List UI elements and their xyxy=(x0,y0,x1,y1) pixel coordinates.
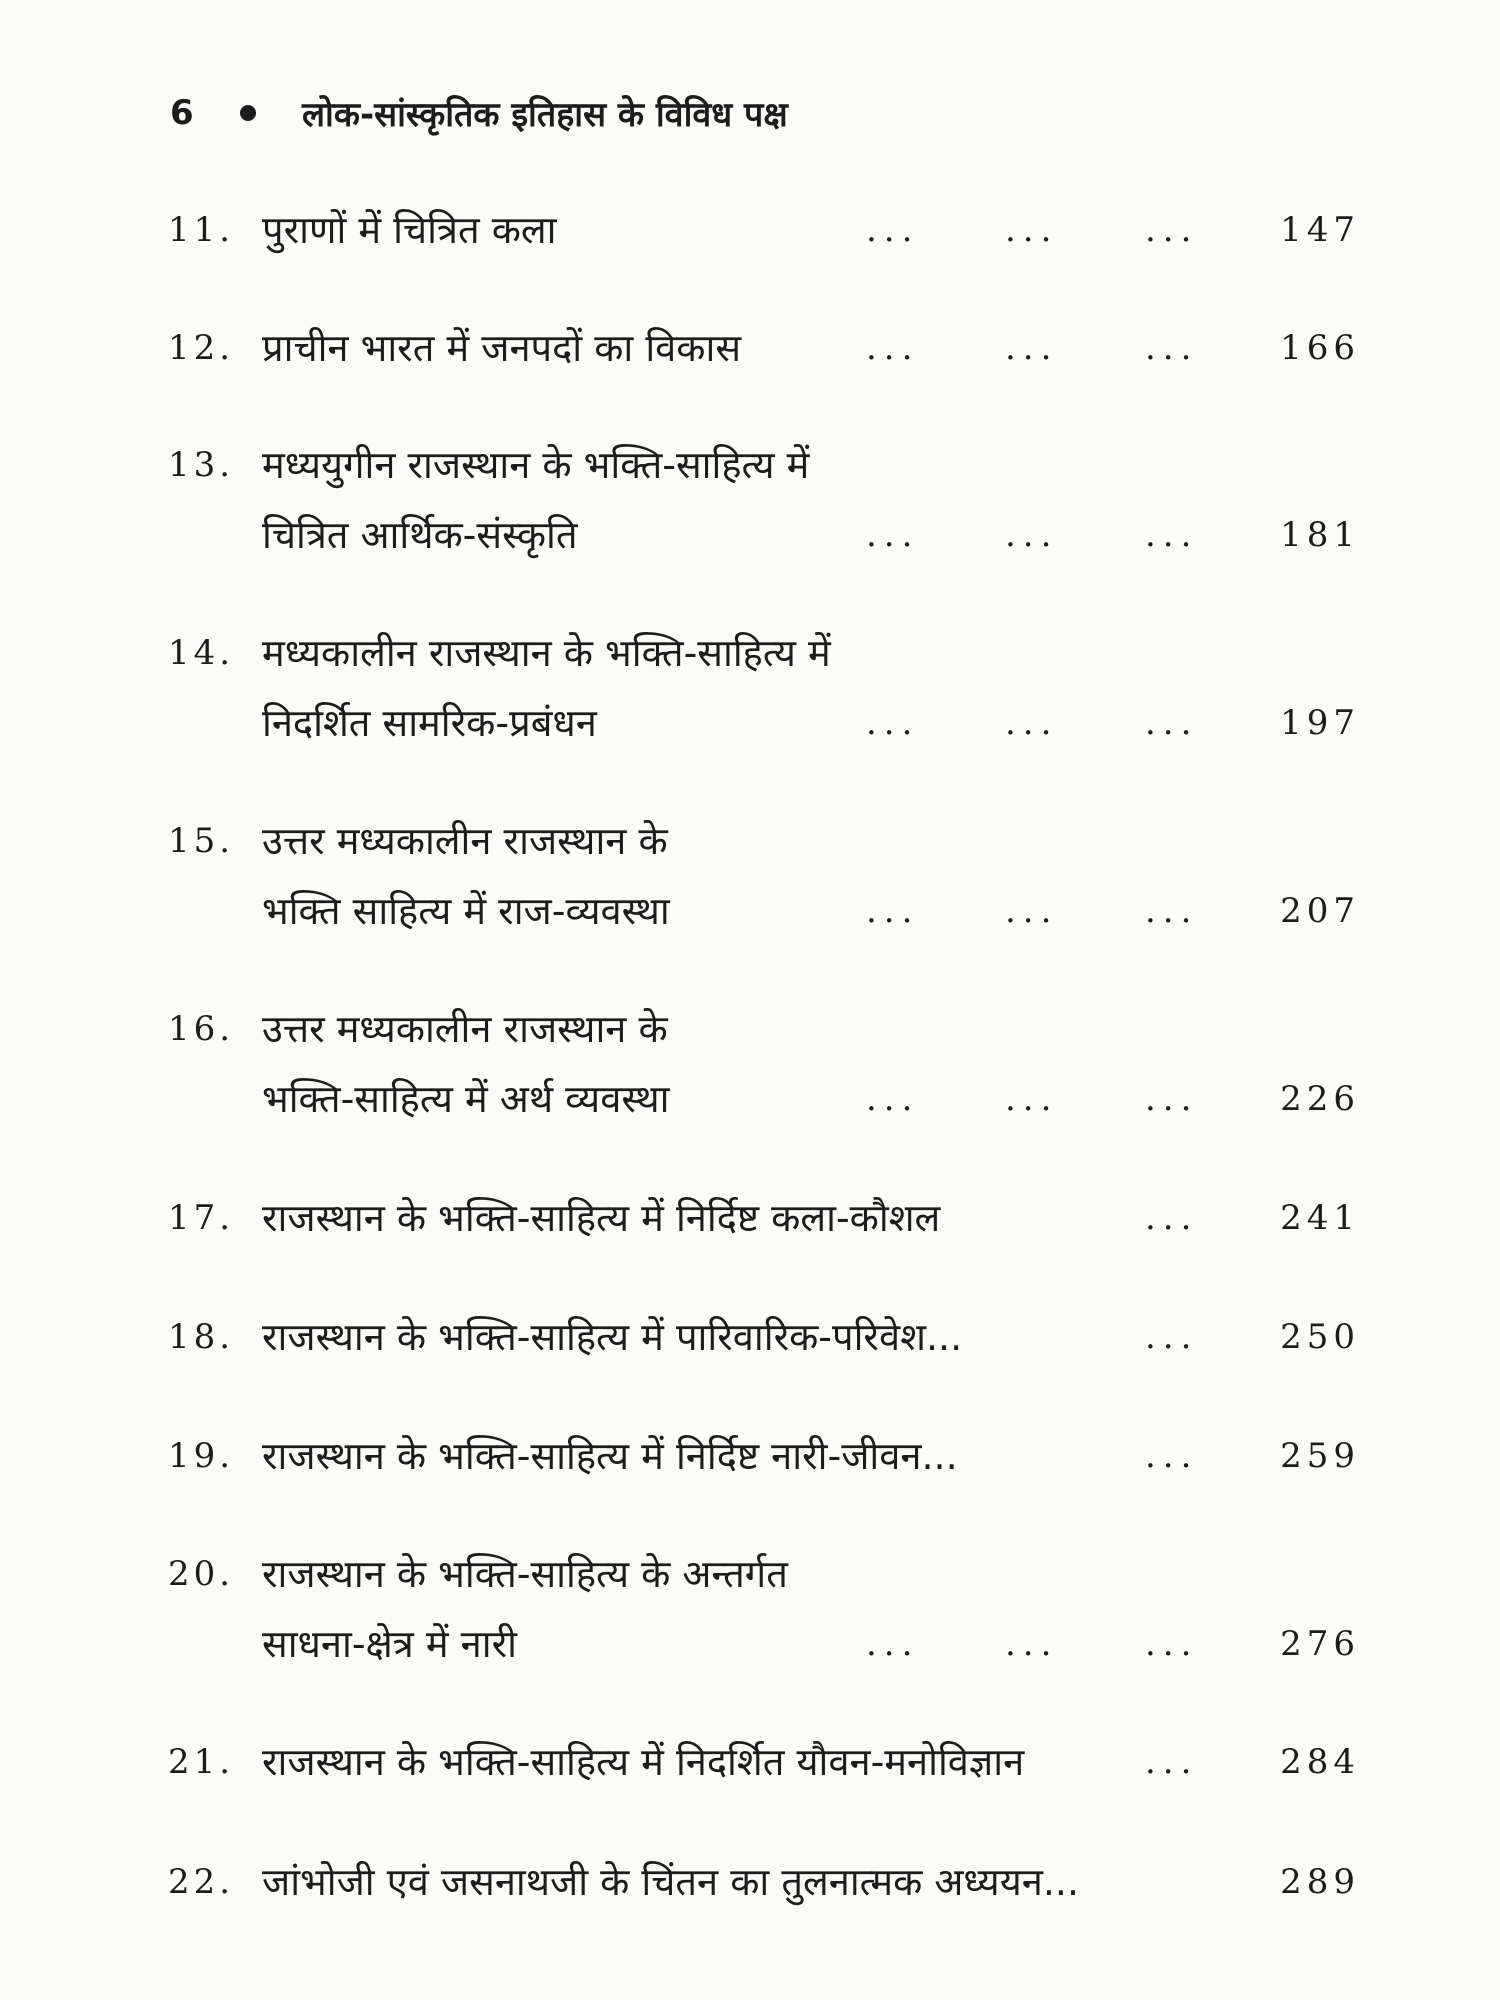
toc-line xyxy=(0,688,1500,758)
chapter-title: राजस्थान के भक्ति-साहित्य में निर्दिष्ट कला-कौशल xyxy=(262,1196,941,1240)
page-ref: 226 xyxy=(1280,1079,1360,1119)
toc-line xyxy=(0,195,1500,265)
leader-dots: ... xyxy=(1005,1079,1059,1119)
toc-line xyxy=(0,806,1500,876)
page-ref: 197 xyxy=(1280,703,1360,743)
page-ref: 166 xyxy=(1280,328,1360,368)
leader-dots: ... xyxy=(1145,515,1199,555)
chapter-number: 18. xyxy=(168,1317,235,1357)
chapter-number: 12. xyxy=(168,328,235,368)
chapter-number: 21. xyxy=(168,1742,235,1782)
page-ref: 147 xyxy=(1280,210,1360,250)
page-ref: 250 xyxy=(1280,1317,1360,1357)
toc-entry xyxy=(0,1539,1500,1679)
toc-line xyxy=(0,313,1500,383)
leader-dots: ... xyxy=(1145,328,1199,368)
chapter-title: मध्ययुगीन राजस्थान के भक्ति-साहित्य में xyxy=(262,443,810,487)
toc-line xyxy=(0,500,1500,570)
leader-dots: ... xyxy=(1005,1624,1059,1664)
chapter-title: भक्ति साहित्य में राज-व्यवस्था xyxy=(262,889,670,933)
toc-entry xyxy=(0,1421,1500,1491)
toc-entry xyxy=(0,994,1500,1134)
toc-line xyxy=(0,1302,1500,1372)
toc-line xyxy=(0,876,1500,946)
page-number: 6 xyxy=(170,93,194,133)
chapter-title: चित्रित आर्थिक-संस्कृति xyxy=(262,513,578,557)
toc-line xyxy=(0,430,1500,500)
leader-dots: ... xyxy=(1005,891,1059,931)
page-ref: 241 xyxy=(1280,1198,1360,1238)
leader-dots: ... xyxy=(1005,210,1059,250)
chapter-number: 16. xyxy=(168,1009,235,1049)
leader-dots: ... xyxy=(1005,328,1059,368)
toc-line xyxy=(0,1421,1500,1491)
page-ref: 284 xyxy=(1280,1742,1360,1782)
toc-entry xyxy=(0,618,1500,758)
leader-dots: ... xyxy=(866,1624,920,1664)
toc-line xyxy=(0,1183,1500,1253)
leader-dots: ... xyxy=(1145,210,1199,250)
leader-dots: ... xyxy=(1145,891,1199,931)
chapter-number: 17. xyxy=(168,1198,235,1238)
chapter-title: मध्यकालीन राजस्थान के भक्ति-साहित्य में xyxy=(262,631,831,675)
chapter-number: 13. xyxy=(168,445,235,485)
leader-dots: ... xyxy=(866,891,920,931)
book-title: लोक-सांस्कृतिक इतिहास के विविध पक्ष xyxy=(302,95,788,135)
chapter-title: उत्तर मध्यकालीन राजस्थान के xyxy=(262,1007,668,1051)
leader-dots: ... xyxy=(1145,1742,1199,1782)
leader-dots: ... xyxy=(1145,1436,1199,1476)
page-ref: 259 xyxy=(1280,1436,1360,1476)
chapter-number: 11. xyxy=(168,210,235,250)
toc-entry xyxy=(0,313,1500,383)
chapter-title: राजस्थान के भक्ति-साहित्य में पारिवारिक-परिवेश... xyxy=(262,1315,963,1359)
chapter-title: जांभोजी एवं जसनाथजी के चिंतन का तुलनात्मक अध्ययन... xyxy=(262,1860,1080,1904)
toc-entry xyxy=(0,806,1500,946)
toc-line xyxy=(0,1847,1500,1917)
toc-line xyxy=(0,1727,1500,1797)
toc-entry xyxy=(0,195,1500,265)
chapter-title: पुराणों में चित्रित कला xyxy=(262,208,557,252)
leader-dots: ... xyxy=(866,703,920,743)
page-ref: 207 xyxy=(1280,891,1360,931)
chapter-number: 20. xyxy=(168,1554,235,1594)
leader-dots: ... xyxy=(1145,1079,1199,1119)
toc-line xyxy=(0,994,1500,1064)
chapter-title: राजस्थान के भक्ति-साहित्य के अन्तर्गत xyxy=(262,1552,788,1596)
leader-dots: ... xyxy=(1005,703,1059,743)
toc-line xyxy=(0,1609,1500,1679)
chapter-number: 19. xyxy=(168,1436,235,1476)
page-ref: 181 xyxy=(1280,515,1360,555)
toc-entry xyxy=(0,430,1500,570)
chapter-title: राजस्थान के भक्ति-साहित्य में निदर्शित यौवन-मनोविज्ञान xyxy=(262,1740,1025,1784)
chapter-number: 14. xyxy=(168,633,235,673)
chapter-title: उत्तर मध्यकालीन राजस्थान के xyxy=(262,819,668,863)
leader-dots: ... xyxy=(1005,515,1059,555)
leader-dots: ... xyxy=(1145,1198,1199,1238)
leader-dots: ... xyxy=(866,328,920,368)
toc-line xyxy=(0,1539,1500,1609)
toc-line xyxy=(0,618,1500,688)
chapter-title: निदर्शित सामरिक-प्रबंधन xyxy=(262,701,597,745)
chapter-title: साधना-क्षेत्र में नारी xyxy=(262,1622,517,1666)
chapter-number: 15. xyxy=(168,821,235,861)
toc-entry xyxy=(0,1727,1500,1797)
leader-dots: ... xyxy=(1145,1317,1199,1357)
chapter-title: भक्ति-साहित्य में अर्थ व्यवस्था xyxy=(262,1077,670,1121)
page-ref: 276 xyxy=(1280,1624,1360,1664)
page-ref: 289 xyxy=(1280,1862,1360,1902)
toc-entry xyxy=(0,1847,1500,1917)
leader-dots: ... xyxy=(866,210,920,250)
leader-dots: ... xyxy=(866,515,920,555)
leader-dots: ... xyxy=(1145,1624,1199,1664)
toc-entry xyxy=(0,1183,1500,1253)
chapter-title: प्राचीन भारत में जनपदों का विकास xyxy=(262,326,742,370)
leader-dots: ... xyxy=(866,1079,920,1119)
toc-line xyxy=(0,1064,1500,1134)
leader-dots: ... xyxy=(1145,703,1199,743)
chapter-number: 22. xyxy=(168,1862,235,1902)
chapter-title: राजस्थान के भक्ति-साहित्य में निर्दिष्ट नारी-जीवन... xyxy=(262,1434,958,1478)
toc-entry xyxy=(0,1302,1500,1372)
